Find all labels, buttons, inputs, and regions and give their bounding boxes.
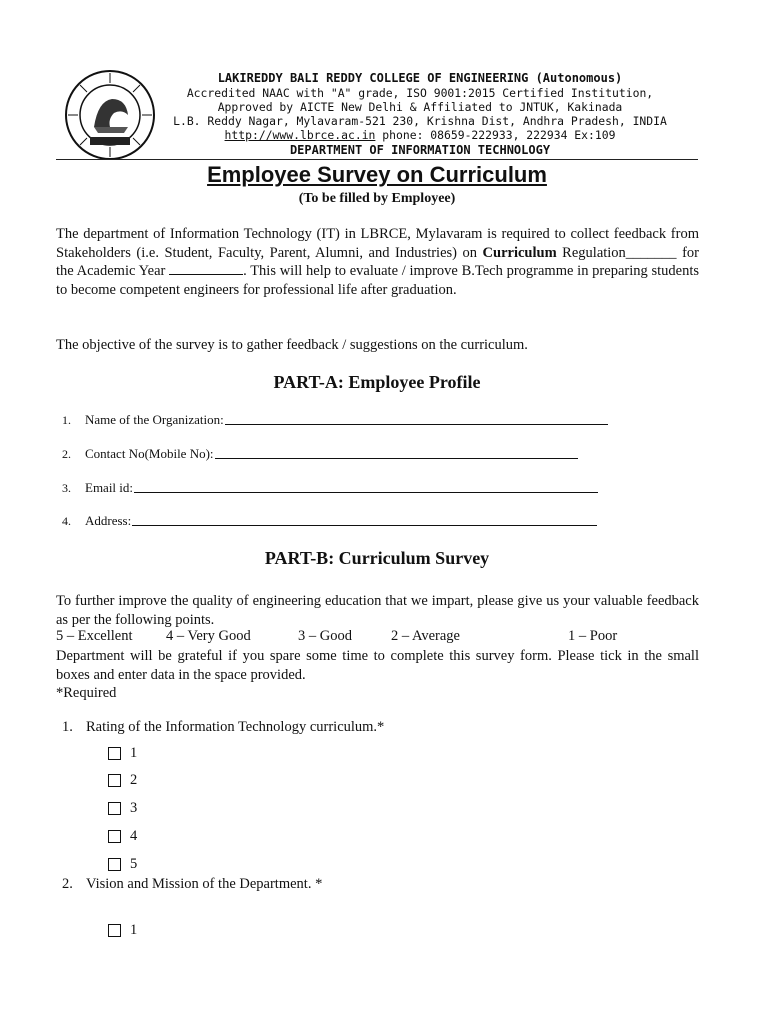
organization-field[interactable]: 1. Name of the Organization:: [62, 412, 608, 428]
checkbox: [108, 924, 121, 937]
intro-paragraph: The department of Information Technology (IT) in LBRCE, Mylavaram is required to collect feedback from Stakeholders (i.e. Student, Faculty, Parent, Alumni, and Industries) on Curriculum Regulation_______ for the Academic Year . This will help to evaluate / improve B.Tech programme in preparing students to become competent engineers for professional life after graduation.: [56, 226, 699, 299]
email-field[interactable]: 3. Email id:: [62, 480, 598, 496]
rating-scale: [56, 628, 699, 647]
question-1: 1. Rating of the Information Technology curriculum.*: [62, 719, 385, 735]
college-name: LAKIREDDY BALI REDDY COLLEGE OF ENGINEERING (Autonomous): [217, 71, 623, 85]
survey-note: Department will be grateful if you spare some time to complete this survey form. Please tick in the small boxes and enter data in the space provided. *Required: [56, 648, 699, 702]
scale-very-good: 4 – Very Good: [166, 628, 251, 644]
q1-option-4[interactable]: 4: [108, 828, 137, 845]
part-b-heading: PART-B: Curriculum Survey: [264, 548, 490, 568]
contact-line: [160, 128, 680, 143]
header-divider: [56, 159, 698, 160]
q2-option-1[interactable]: 1: [108, 922, 137, 939]
checkbox: [108, 802, 121, 815]
college-logo: [64, 69, 156, 161]
question-2: 2. Vision and Mission of the Department. *: [62, 876, 323, 892]
checkbox: [108, 830, 121, 843]
checkbox: [108, 747, 121, 760]
q1-option-5[interactable]: 5: [108, 856, 137, 873]
scale-good: 3 – Good: [298, 628, 352, 644]
phone-text: phone: 08659-222933, 222934 Ex:109: [375, 128, 616, 142]
survey-intro: To further improve the quality of engineering education that we impart, please give us your valuable feedback as per the following points.: [56, 593, 699, 628]
address-line: L.B. Reddy Nagar, Mylavaram-521 230, Krishna Dist, Andhra Pradesh, INDIA: [173, 114, 667, 128]
page-subtitle: (To be filled by Employee): [298, 191, 456, 206]
accreditation-line: Accredited NAAC with "A" grade, ISO 9001:2015 Certified Institution,: [186, 86, 654, 100]
part-a-heading: PART-A: Employee Profile: [273, 372, 481, 392]
department-name: DEPARTMENT OF INFORMATION TECHNOLOGY: [289, 143, 551, 157]
address-field[interactable]: 4. Address:: [62, 513, 597, 529]
approval-line: Approved by AICTE New Delhi & Affiliated to JNTUK, Kakinada: [217, 100, 623, 114]
scale-poor: 1 – Poor: [568, 628, 618, 644]
page-title: Employee Survey on Curriculum: [207, 162, 547, 187]
scale-average: 2 – Average: [391, 628, 460, 644]
checkbox: [108, 774, 121, 787]
contact-field[interactable]: 2. Contact No(Mobile No):: [62, 446, 578, 462]
scale-excellent: 5 – Excellent: [56, 628, 133, 644]
q1-option-2[interactable]: 2: [108, 772, 137, 789]
required-note: *Required: [56, 685, 117, 702]
website-link[interactable]: http://www.lbrce.ac.in: [224, 128, 376, 142]
q1-option-1[interactable]: 1: [108, 745, 137, 762]
curriculum-word: Curriculum: [482, 244, 557, 261]
objective-paragraph: The objective of the survey is to gather feedback / suggestions on the curriculum.: [56, 337, 528, 353]
q1-option-3[interactable]: 3: [108, 800, 137, 817]
checkbox: [108, 858, 121, 871]
academic-year-blank[interactable]: [169, 262, 243, 275]
